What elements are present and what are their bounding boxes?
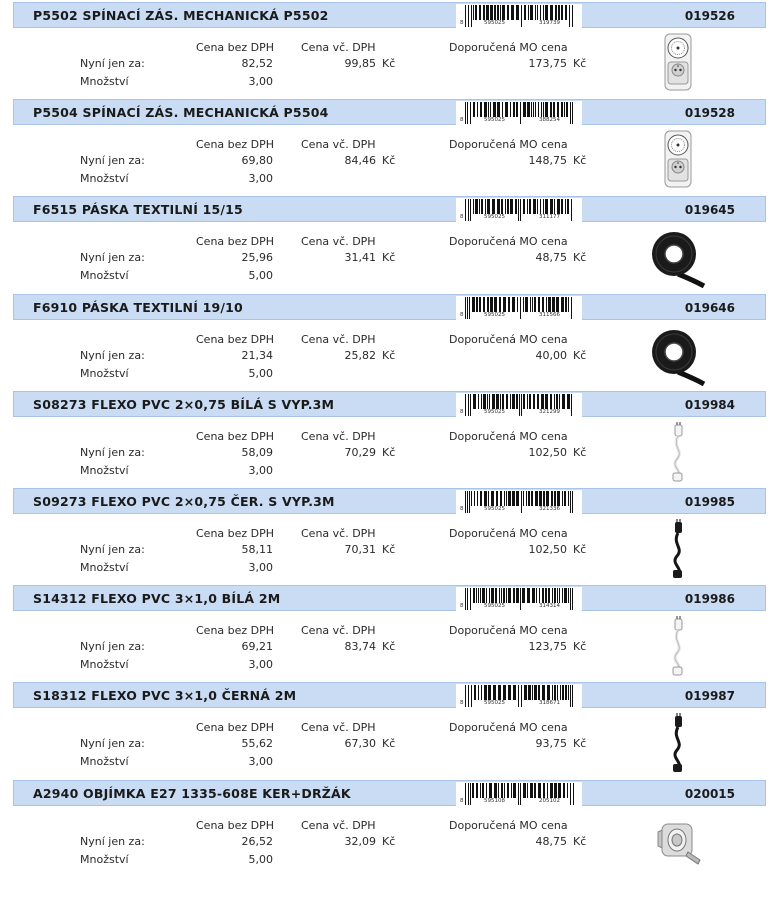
recommended-price: 102,50 <box>528 445 567 459</box>
label-price-no-vat: Cena bez DPH <box>196 332 275 346</box>
barcode-digits-right: 318671 <box>539 700 560 707</box>
price-vat: 70,31 <box>344 543 376 556</box>
product-card-020015 <box>0 780 777 877</box>
barcode-bars <box>456 101 582 125</box>
product-title[interactable]: P5502 SPÍNACÍ ZÁS. MECHANICKÁ P5502 <box>33 8 329 23</box>
label-price-vat: Cena vč. DPH <box>301 41 376 54</box>
barcode-digits-right: 321336 <box>539 506 560 512</box>
label-now-only: Nyní jen za: <box>80 543 145 556</box>
currency-vat: Kč <box>382 640 396 654</box>
barcode <box>456 393 582 417</box>
barcode-bars <box>456 490 582 514</box>
price-no-vat: 69,80 <box>241 154 273 168</box>
product-header <box>13 196 766 222</box>
label-now-only: Nyní jen za: <box>80 57 145 70</box>
barcode-digit-prefix: 8 <box>460 506 464 512</box>
barcode <box>456 296 582 320</box>
label-quantity: Množství <box>80 852 129 866</box>
product-header <box>13 780 766 806</box>
price-no-vat: 55,62 <box>241 737 273 751</box>
label-price-vat: Cena vč. DPH <box>301 818 376 832</box>
barcode-digits-right: 311566 <box>539 311 560 318</box>
label-price-no-vat: Cena bez DPH <box>196 138 275 152</box>
product-card-019646 <box>0 294 777 391</box>
product-image[interactable] <box>648 226 708 288</box>
label-recommended-price: Doporučená MO cena <box>449 624 568 638</box>
product-code: 019646 <box>684 300 735 315</box>
label-quantity: Množství <box>80 366 129 380</box>
label-now-only: Nyní jen za: <box>80 640 145 654</box>
currency-recommended: Kč <box>573 57 587 70</box>
price-no-vat: 26,52 <box>241 834 273 848</box>
currency-vat: Kč <box>382 543 396 556</box>
barcode-bars <box>456 4 582 28</box>
price-no-vat: 69,21 <box>241 640 273 654</box>
recommended-price: 93,75 <box>535 737 567 751</box>
currency-recommended: Kč <box>573 348 587 362</box>
label-recommended-price: Doporučená MO cena <box>449 138 568 152</box>
quantity-value: 3,00 <box>248 75 273 88</box>
label-price-vat: Cena vč. DPH <box>301 235 376 249</box>
quantity-value: 3,00 <box>248 755 273 769</box>
product-code: 019984 <box>684 397 735 412</box>
product-image[interactable] <box>648 712 708 774</box>
label-price-no-vat: Cena bez DPH <box>196 527 275 540</box>
product-image[interactable] <box>648 32 708 94</box>
barcode-bars <box>456 198 582 222</box>
product-card-019987 <box>0 682 777 779</box>
product-image[interactable] <box>648 615 708 677</box>
currency-vat: Kč <box>382 57 396 70</box>
label-recommended-price: Doporučená MO cena <box>449 332 568 346</box>
price-no-vat: 82,52 <box>241 57 273 70</box>
currency-vat: Kč <box>382 445 396 459</box>
product-card-019986 <box>0 585 777 682</box>
currency-recommended: Kč <box>573 737 587 751</box>
barcode-digit-prefix: 8 <box>460 20 464 26</box>
barcode-digit-prefix: 8 <box>460 117 464 124</box>
quantity-value: 5,00 <box>248 269 273 283</box>
recommended-price: 48,75 <box>535 251 567 265</box>
recommended-price: 173,75 <box>528 57 567 70</box>
barcode-digits-left: 595025 <box>484 311 505 318</box>
price-no-vat: 58,11 <box>241 543 273 556</box>
product-image[interactable] <box>648 421 708 483</box>
barcode-digit-prefix: 8 <box>460 214 464 221</box>
price-vat: 99,85 <box>344 57 376 70</box>
timer-socket-icon <box>648 129 708 191</box>
white-cord-icon <box>648 615 708 677</box>
label-now-only: Nyní jen za: <box>80 154 145 168</box>
product-code: 019645 <box>684 203 735 218</box>
currency-vat: Kč <box>382 834 396 848</box>
recommended-price: 48,75 <box>535 834 567 848</box>
barcode-bars <box>456 393 582 417</box>
tape-roll-icon <box>648 226 708 288</box>
product-code: 019987 <box>684 689 735 704</box>
price-vat: 25,82 <box>344 348 376 362</box>
barcode-digits-left: 595025 <box>484 20 505 26</box>
barcode-digits-left: 595025 <box>484 117 505 124</box>
price-vat: 31,41 <box>344 251 376 265</box>
label-now-only: Nyní jen za: <box>80 251 145 265</box>
currency-recommended: Kč <box>573 251 587 265</box>
label-quantity: Množství <box>80 561 129 574</box>
product-title[interactable]: A2940 OBJÍMKA E27 1335-608E KER+DRŽÁK <box>33 785 351 801</box>
barcode-digit-prefix: 8 <box>460 700 464 707</box>
product-title[interactable]: S14312 FLEXO PVC 3×1,0 BÍLÁ 2M <box>33 591 281 607</box>
barcode-bars <box>456 296 582 320</box>
label-price-vat: Cena vč. DPH <box>301 527 376 540</box>
barcode <box>456 490 582 514</box>
label-price-no-vat: Cena bez DPH <box>196 235 275 249</box>
price-no-vat: 58,09 <box>241 445 273 459</box>
product-title[interactable]: S08273 FLEXO PVC 2×0,75 BÍLÁ S VYP.3M <box>33 396 335 412</box>
label-quantity: Množství <box>80 755 129 769</box>
barcode-digits-right: 205102 <box>539 797 560 804</box>
quantity-value: 3,00 <box>248 172 273 186</box>
recommended-price: 102,50 <box>528 543 567 556</box>
label-recommended-price: Doporučená MO cena <box>449 429 568 443</box>
product-card-019985 <box>0 488 777 585</box>
white-cord-icon <box>648 421 708 483</box>
barcode-bars <box>456 782 582 806</box>
quantity-value: 5,00 <box>248 366 273 380</box>
label-price-vat: Cena vč. DPH <box>301 721 376 735</box>
barcode-digit-prefix: 8 <box>460 797 464 804</box>
price-vat: 67,30 <box>344 737 376 751</box>
product-title[interactable]: S09273 FLEXO PVC 2×0,75 ČER. S VYP.3M <box>33 494 335 509</box>
product-image[interactable] <box>648 518 708 580</box>
label-price-vat: Cena vč. DPH <box>301 624 376 638</box>
currency-recommended: Kč <box>573 834 587 848</box>
barcode <box>456 782 582 806</box>
label-price-vat: Cena vč. DPH <box>301 332 376 346</box>
price-vat: 84,46 <box>344 154 376 168</box>
product-image[interactable] <box>648 129 708 191</box>
barcode <box>456 101 582 125</box>
barcode-digits-left: 595025 <box>484 603 505 610</box>
label-price-no-vat: Cena bez DPH <box>196 429 275 443</box>
barcode-digit-prefix: 8 <box>460 408 464 415</box>
label-quantity: Množství <box>80 463 129 477</box>
product-code: 019526 <box>684 9 735 23</box>
currency-vat: Kč <box>382 251 396 265</box>
product-code: 019528 <box>684 106 735 121</box>
label-recommended-price: Doporučená MO cena <box>449 235 568 249</box>
price-vat: 83,74 <box>344 640 376 654</box>
label-quantity: Množství <box>80 658 129 672</box>
label-price-no-vat: Cena bez DPH <box>196 818 275 832</box>
price-vat: 70,29 <box>344 445 376 459</box>
currency-recommended: Kč <box>573 445 587 459</box>
barcode-digits-left: 595025 <box>484 700 505 707</box>
black-cord-icon <box>648 518 708 580</box>
barcode-bars <box>456 587 582 611</box>
label-now-only: Nyní jen za: <box>80 445 145 459</box>
product-header <box>13 682 766 708</box>
price-no-vat: 21,34 <box>241 348 273 362</box>
product-header <box>13 488 766 514</box>
product-card-019645 <box>0 196 777 293</box>
product-code: 019986 <box>684 592 735 607</box>
quantity-value: 3,00 <box>248 658 273 672</box>
currency-vat: Kč <box>382 154 396 168</box>
price-vat: 32,09 <box>344 834 376 848</box>
product-card-019984 <box>0 391 777 488</box>
currency-vat: Kč <box>382 737 396 751</box>
product-image[interactable] <box>648 810 708 872</box>
barcode-digits-right: 321299 <box>539 408 560 415</box>
product-title[interactable]: S18312 FLEXO PVC 3×1,0 ČERNÁ 2M <box>33 688 297 704</box>
black-cord-icon <box>648 712 708 774</box>
barcode <box>456 4 582 28</box>
label-price-no-vat: Cena bez DPH <box>196 41 275 54</box>
quantity-value: 3,00 <box>248 463 273 477</box>
barcode-digits-right: 388254 <box>539 117 560 124</box>
product-title[interactable]: F6515 PÁSKA TEXTILNÍ 15/15 <box>33 202 243 218</box>
currency-recommended: Kč <box>573 154 587 168</box>
label-price-no-vat: Cena bez DPH <box>196 721 275 735</box>
label-quantity: Množství <box>80 172 129 186</box>
label-price-no-vat: Cena bez DPH <box>196 624 275 638</box>
label-now-only: Nyní jen za: <box>80 834 145 848</box>
recommended-price: 123,75 <box>528 640 567 654</box>
label-price-vat: Cena vč. DPH <box>301 429 376 443</box>
barcode-digits-left: 595108 <box>484 797 505 804</box>
product-header <box>13 391 766 417</box>
label-recommended-price: Doporučená MO cena <box>449 721 568 735</box>
barcode-digits-right: 311177 <box>539 214 560 221</box>
timer-socket-icon <box>648 32 708 94</box>
label-now-only: Nyní jen za: <box>80 348 145 362</box>
label-recommended-price: Doporučená MO cena <box>449 41 568 54</box>
barcode-digits-left: 595025 <box>484 214 505 221</box>
label-quantity: Množství <box>80 269 129 283</box>
barcode <box>456 198 582 222</box>
barcode-digit-prefix: 8 <box>460 311 464 318</box>
tape-roll-icon <box>648 324 708 386</box>
quantity-value: 3,00 <box>248 561 273 574</box>
barcode-digits-right: 319739 <box>539 20 560 26</box>
label-price-vat: Cena vč. DPH <box>301 138 376 152</box>
quantity-value: 5,00 <box>248 852 273 866</box>
currency-recommended: Kč <box>573 640 587 654</box>
label-now-only: Nyní jen za: <box>80 737 145 751</box>
label-quantity: Množství <box>80 75 129 88</box>
product-title[interactable]: F6910 PÁSKA TEXTILNÍ 19/10 <box>33 299 243 315</box>
barcode-digits-right: 314314 <box>539 603 560 610</box>
barcode-digits-left: 595025 <box>484 408 505 415</box>
product-header <box>13 99 766 125</box>
recommended-price: 40,00 <box>535 348 567 362</box>
label-recommended-price: Doporučená MO cena <box>449 527 568 540</box>
product-card-019528 <box>0 99 777 196</box>
product-code: 020015 <box>684 786 735 801</box>
product-code: 019985 <box>684 495 735 509</box>
product-card-019526 <box>0 2 777 99</box>
product-image[interactable] <box>648 324 708 386</box>
product-header <box>13 294 766 320</box>
lamp-holder-icon <box>648 810 708 872</box>
barcode-digits-left: 595025 <box>484 506 505 512</box>
currency-recommended: Kč <box>573 543 587 556</box>
currency-vat: Kč <box>382 348 396 362</box>
barcode-digit-prefix: 8 <box>460 603 464 610</box>
price-no-vat: 25,96 <box>241 251 273 265</box>
product-header <box>13 2 766 28</box>
recommended-price: 148,75 <box>528 154 567 168</box>
barcode-bars <box>456 684 582 708</box>
product-header <box>13 585 766 611</box>
product-title[interactable]: P5504 SPÍNACÍ ZÁS. MECHANICKÁ P5504 <box>33 105 329 121</box>
barcode <box>456 684 582 708</box>
label-recommended-price: Doporučená MO cena <box>449 818 568 832</box>
barcode <box>456 587 582 611</box>
